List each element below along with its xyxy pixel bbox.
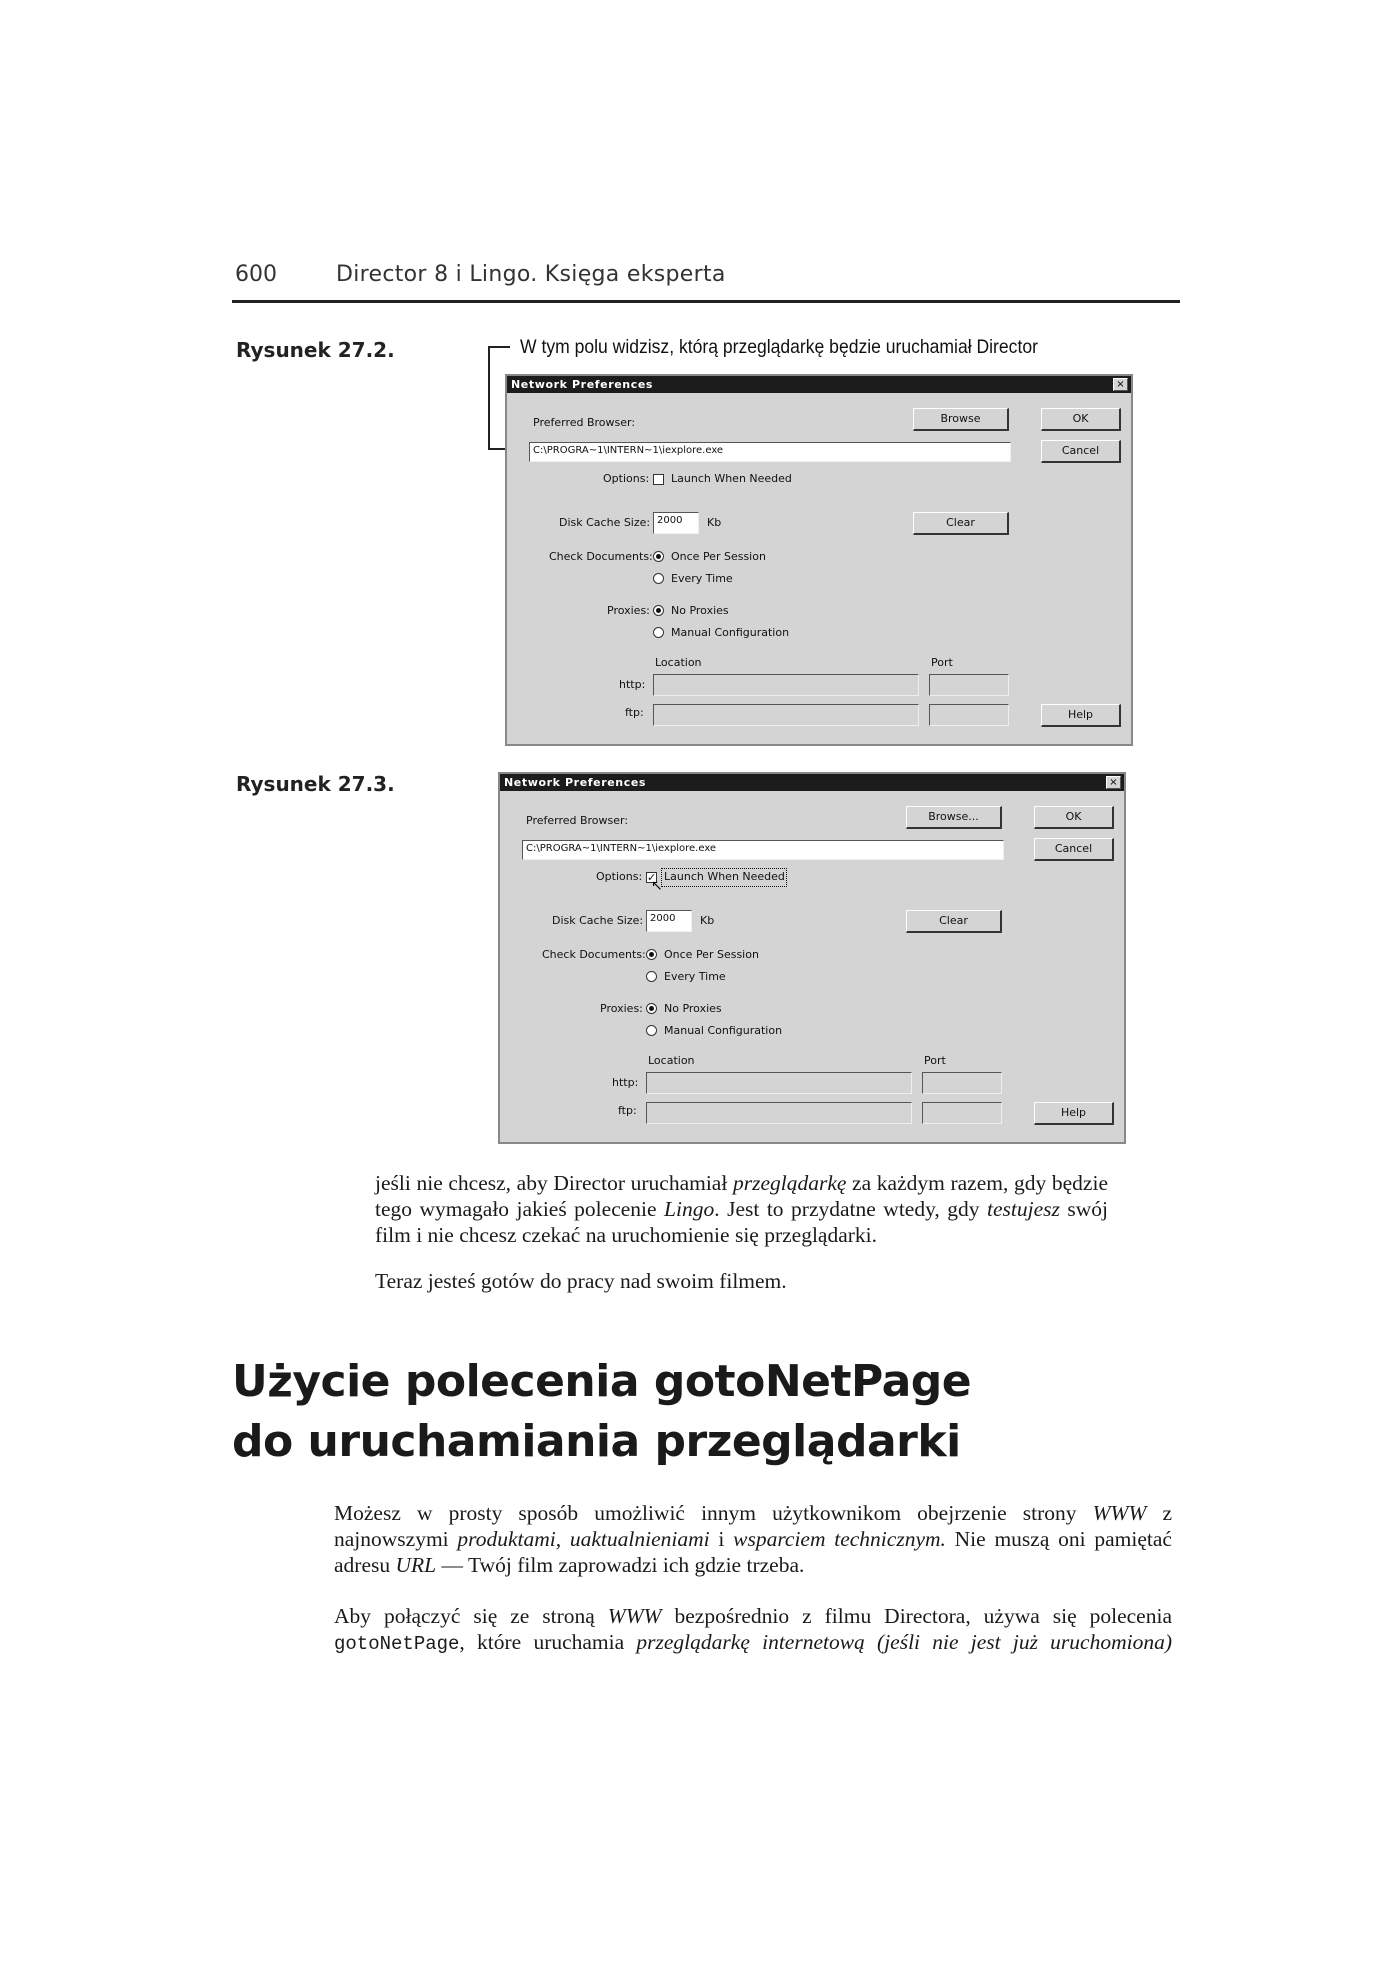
disk-cache-label: Disk Cache Size:: [559, 516, 651, 529]
text-run: — Twój film zaprowadzi ich gdzie trzeba.: [436, 1553, 805, 1577]
launch-when-needed-checkbox[interactable]: ✓: [647, 871, 657, 884]
preferred-browser-label: Preferred Browser:: [526, 814, 629, 827]
running-header: [232, 258, 1180, 303]
body-paragraph-2: [375, 1268, 1108, 1294]
no-proxies-radio[interactable]: [646, 1003, 657, 1014]
proxies-label: Proxies:: [607, 604, 650, 617]
text-run: Aby połączyć się ze stroną: [334, 1604, 608, 1628]
once-per-session-radio[interactable]: [646, 949, 657, 960]
once-per-session-label: Once Per Session: [664, 948, 759, 961]
http-port-field[interactable]: [922, 1072, 1002, 1094]
cancel-button[interactable]: Cancel: [1034, 838, 1114, 861]
close-icon[interactable]: ×: [1113, 378, 1128, 391]
text-run: , które uruchamia: [459, 1630, 637, 1654]
code-text: gotoNetPage: [334, 1633, 460, 1655]
network-preferences-dialog-1: [505, 374, 1133, 746]
emphasis-text: przeglądarkę: [732, 1171, 847, 1195]
disk-cache-label: Disk Cache Size:: [552, 914, 644, 927]
ftp-label: ftp:: [625, 706, 644, 719]
figure-annotation: W tym polu widzisz, którą przeglądarkę będzie uruchamiał Director: [520, 336, 1038, 358]
browse-button[interactable]: Browse: [913, 408, 1009, 431]
emphasis-text: Lingo: [664, 1197, 715, 1221]
emphasis-text: testujesz: [987, 1197, 1060, 1221]
dialog-title: Network Preferences: [511, 378, 654, 391]
heading-line-2: do uruchamiania przeglądarki: [232, 1416, 961, 1467]
text-run: Nie muszą oni pamiętać adresu: [334, 1527, 1172, 1577]
every-time-radio[interactable]: [653, 573, 664, 584]
text-run: z najnowszymi: [334, 1501, 1173, 1551]
figure-label-2: Rysunek 27.3.: [236, 772, 395, 796]
browser-path-field[interactable]: C:\PROGRA~1\INTERN~1\iexplore.exe: [529, 442, 1011, 462]
port-label: Port: [931, 656, 953, 669]
http-location-field[interactable]: [646, 1072, 912, 1094]
help-button[interactable]: Help: [1034, 1102, 1114, 1125]
no-proxies-label: No Proxies: [664, 1002, 722, 1015]
every-time-label: Every Time: [664, 970, 726, 983]
emphasis-text: produktami, uaktualnieniami: [457, 1527, 710, 1551]
callout-line-top: [488, 346, 510, 348]
close-icon[interactable]: ×: [1106, 776, 1121, 789]
ftp-label: ftp:: [618, 1104, 637, 1117]
manual-configuration-radio[interactable]: [653, 627, 664, 638]
manual-configuration-label: Manual Configuration: [664, 1024, 783, 1037]
emphasis-text: WWW: [607, 1604, 662, 1628]
check-documents-label: Check Documents:: [542, 948, 646, 961]
text-run: za każdym razem, gdy będzie tego wymagało jakieś polecenie: [375, 1171, 1108, 1221]
options-label: Options:: [603, 472, 650, 485]
every-time-radio[interactable]: [646, 971, 657, 982]
http-port-field[interactable]: [929, 674, 1009, 696]
ok-button[interactable]: OK: [1041, 408, 1121, 431]
network-preferences-dialog-2: [498, 772, 1126, 1144]
launch-when-needed-label: Launch When Needed: [671, 472, 792, 485]
text-run: jeśli nie chcesz, aby Director uruchamiał: [375, 1171, 733, 1195]
callout-line-vertical: [488, 346, 490, 450]
text-run: . Jest to przydatne wtedy, gdy: [714, 1197, 988, 1221]
cancel-button[interactable]: Cancel: [1041, 440, 1121, 463]
no-proxies-label: No Proxies: [671, 604, 729, 617]
ftp-port-field[interactable]: [922, 1102, 1002, 1124]
disk-cache-unit: Kb: [707, 516, 722, 529]
body-paragraph-4: [334, 1603, 1172, 1657]
text-run: i: [709, 1527, 734, 1551]
location-label: Location: [655, 656, 702, 669]
disk-cache-input[interactable]: 2000: [653, 512, 699, 534]
text-run: swój film i nie chcesz czekać na uruchomienie się przeglądarki.: [375, 1197, 1108, 1247]
emphasis-text: WWW: [1092, 1501, 1147, 1525]
once-per-session-label: Once Per Session: [671, 550, 766, 563]
ftp-port-field[interactable]: [929, 704, 1009, 726]
http-label: http:: [612, 1076, 639, 1089]
heading-line-1: Użycie polecenia gotoNetPage: [232, 1356, 972, 1407]
http-label: http:: [619, 678, 646, 691]
dialog-title: Network Preferences: [504, 776, 647, 789]
disk-cache-unit: Kb: [700, 914, 715, 927]
manual-configuration-label: Manual Configuration: [671, 626, 790, 639]
book-title: Director 8 i Lingo. Księga eksperta: [336, 262, 726, 287]
dialog-title-bar: [500, 774, 1124, 791]
disk-cache-input[interactable]: 2000: [646, 910, 692, 932]
location-label: Location: [648, 1054, 695, 1067]
body-paragraph-1: [375, 1170, 1108, 1248]
browse-button[interactable]: Browse...: [906, 806, 1002, 829]
every-time-label: Every Time: [671, 572, 733, 585]
ok-button[interactable]: OK: [1034, 806, 1114, 829]
section-heading: [232, 1352, 1192, 1472]
text-run: bezpośrednio z filmu Directora, używa się polecenia: [661, 1604, 1172, 1628]
clear-button[interactable]: Clear: [906, 910, 1002, 933]
browser-path-field[interactable]: C:\PROGRA~1\INTERN~1\iexplore.exe: [522, 840, 1004, 860]
text-run: Możesz w prosty sposób umożliwić innym użytkownikom obejrzenie strony: [334, 1501, 1093, 1525]
http-location-field[interactable]: [653, 674, 919, 696]
no-proxies-radio[interactable]: [653, 605, 664, 616]
emphasis-text: URL: [395, 1553, 437, 1577]
launch-when-needed-label: Launch When Needed: [664, 870, 785, 883]
body-paragraph-3: [334, 1500, 1172, 1578]
emphasis-text: wsparciem technicznym.: [733, 1527, 946, 1551]
proxies-label: Proxies:: [600, 1002, 643, 1015]
page-number: 600: [235, 262, 277, 287]
mouse-cursor-icon: ↖: [651, 878, 663, 894]
preferred-browser-label: Preferred Browser:: [533, 416, 636, 429]
manual-configuration-radio[interactable]: [646, 1025, 657, 1036]
emphasis-text: przeglądarkę internetową (jeśli nie jest już uruchomiona): [636, 1630, 1172, 1654]
options-label: Options:: [596, 870, 643, 883]
port-label: Port: [924, 1054, 946, 1067]
once-per-session-radio[interactable]: [653, 551, 664, 562]
figure-label-1: Rysunek 27.2.: [236, 338, 395, 362]
ftp-location-field[interactable]: [646, 1102, 912, 1124]
help-button[interactable]: Help: [1041, 704, 1121, 727]
launch-when-needed-checkbox[interactable]: [653, 474, 664, 485]
ftp-location-field[interactable]: [653, 704, 919, 726]
text-run: Teraz jesteś gotów do pracy nad swoim filmem.: [375, 1269, 787, 1293]
clear-button[interactable]: Clear: [913, 512, 1009, 535]
check-documents-label: Check Documents:: [549, 550, 653, 563]
dialog-title-bar: [507, 376, 1131, 393]
